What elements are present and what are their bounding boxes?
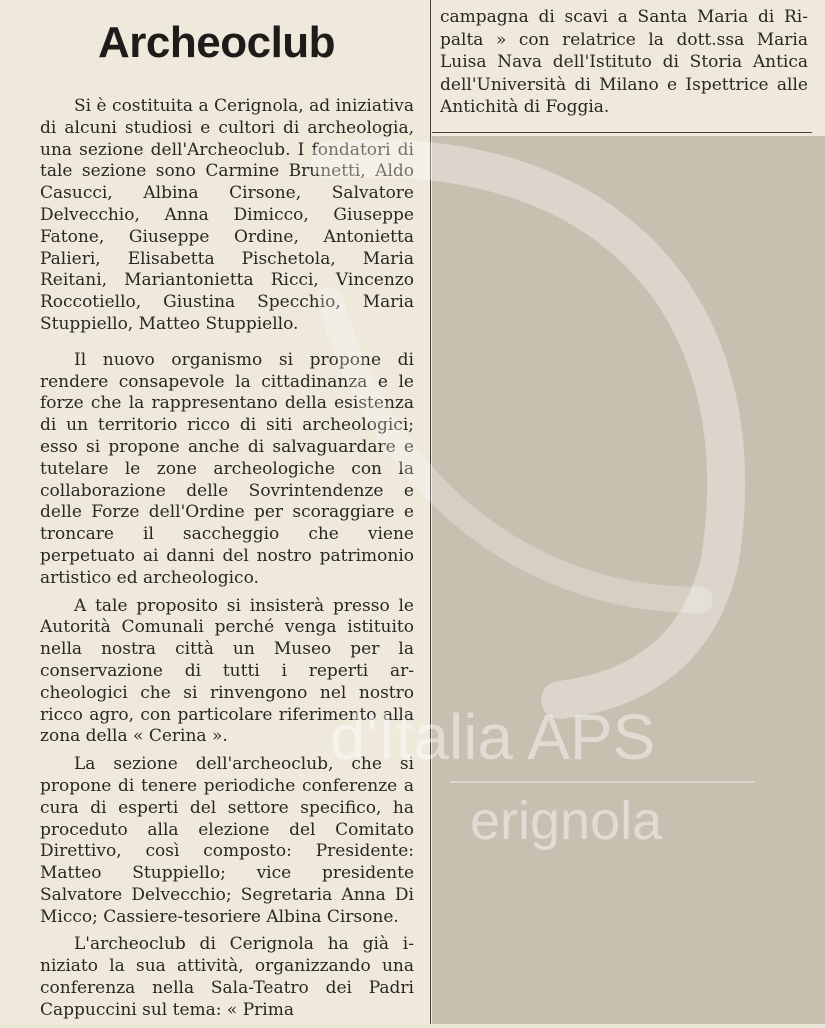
article-left-column bbox=[40, 96, 414, 1022]
column-divider bbox=[430, 0, 431, 1024]
paragraph-committee: La sezione dell'archeoclub, che si propone di tenere periodiche conferenze a cura di esperti del settore specifico, ha proceduto alla elezione del Comitato Direttivo, così composto: Presidente: Matteo Stuppiello; vice presidente Salvatore Delvecchio; Segretaria Anna Di Micco; Cassiere-tesoriere Albina Cirsone. bbox=[40, 754, 414, 927]
article-end-rule bbox=[432, 132, 812, 133]
blank-column-area bbox=[432, 136, 825, 1024]
paragraph-purpose: Il nuovo organismo si propone di rendere consapevole la cittadinanza e le forze che la rappresentano della esistenza di un territorio ricco di siti archeologici; esso si propone anche di salvaguardare e tutelare le zone archeologiche con la collaborazione delle Sovrintendenze e delle Forze dell'Ordine per scoraggiare e troncare il saccheggio che viene perpetuato ai danni del nostro patrimonio artistico ed archeologico. bbox=[40, 349, 414, 588]
paragraph-founding: Si è costituita a Cerignola, ad iniziativa di alcuni studiosi e cultori di archeologia, una sezione dell'Archeoclub. I fondatori di tale sezione sono Carmine Brunetti, Aldo Casucci, Albina Cirsone, Salvatore Delvecchio, Anna Dimicco, Giuseppe Fatone, Giuseppe Ordine, Antonietta Palieri, Elisabetta Pischetola, Maria Reitani, Mariantonietta Ricci, Vincenzo Roccotiello, Giustina Specchio, Maria Stuppiello, Matteo Stuppiello. bbox=[40, 96, 414, 334]
paragraph-continuation: campagna di scavi a Santa Maria di Ripalta » con relatrice la dott.ssa Maria Luisa Nava dell'Istituto di Storia Antica dell'Università di Milano e Ispettrice alle Antichità di Foggia. bbox=[440, 7, 808, 117]
watermark-text-line1: d'Italia APS bbox=[330, 701, 656, 773]
article-title: Archeoclub bbox=[98, 18, 336, 67]
paragraph-museum: A tale proposito si insisterà presso le Autorità Comunali perché venga istituito nella nostra città un Museo per la conservazione di tutti i reperti archeologici che si rinvengono nel nostro ricco agro, con particolare riferimento alla zona della « Cerina ». bbox=[40, 595, 414, 747]
paragraph-activity: L'archeoclub di Cerignola ha già iniziato la sua attività, organizzando una conferenza nella Sala-Teatro dei Padri Cappuccini sul tema: « Prima bbox=[40, 934, 414, 1020]
watermark-text-line2: erignola bbox=[470, 791, 663, 851]
article-right-column bbox=[440, 6, 808, 119]
